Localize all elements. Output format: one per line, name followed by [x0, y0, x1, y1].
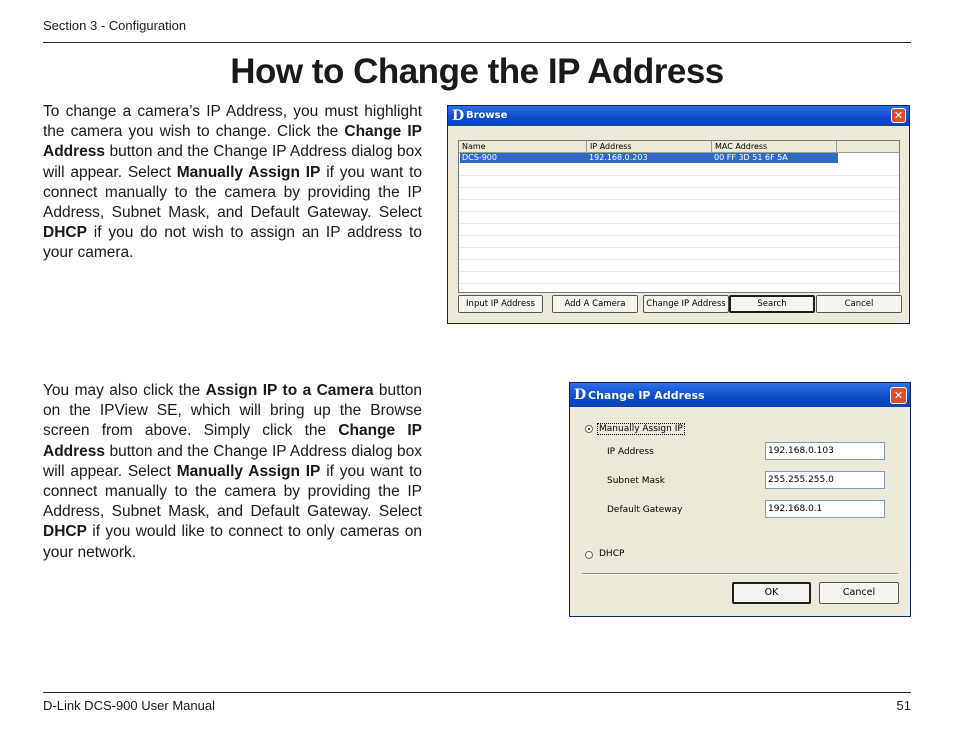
dlink-logo: D	[452, 108, 465, 124]
grid-line	[459, 259, 899, 260]
manual-label[interactable]: Manually Assign IP	[599, 424, 683, 434]
row-name: DCS-900	[462, 153, 497, 162]
separator	[582, 573, 898, 575]
dhcp-radio[interactable]	[585, 551, 593, 559]
grid-line	[459, 187, 899, 188]
gateway-input[interactable]: 192.168.0.1	[765, 500, 885, 518]
row-mac: 00 FF 3D 51 6F 5A	[714, 153, 788, 162]
browse-titlebar	[448, 106, 909, 126]
search-button[interactable]: Search	[729, 295, 815, 313]
browse-dialog	[447, 105, 910, 324]
column-ip[interactable]: IP Address	[587, 141, 712, 152]
change-ip-titlebar	[570, 383, 910, 407]
grid-line	[459, 223, 899, 224]
subnet-label: Subnet Mask	[607, 476, 665, 486]
ip-address-input[interactable]: 192.168.0.103	[765, 442, 885, 460]
column-name[interactable]: Name	[459, 141, 587, 152]
footer-rule	[43, 692, 911, 693]
grid-line	[459, 211, 899, 212]
cancel-button[interactable]: Cancel	[819, 582, 899, 604]
browse-title: Browse	[466, 110, 508, 121]
column-mac[interactable]: MAC Address	[712, 141, 837, 152]
dhcp-label[interactable]: DHCP	[599, 549, 625, 559]
subnet-mask-input[interactable]: 255.255.255.0	[765, 471, 885, 489]
section-header: Section 3 - Configuration	[43, 18, 187, 33]
ip-label: IP Address	[607, 447, 654, 457]
gateway-label: Default Gateway	[607, 505, 683, 515]
grid-line	[459, 283, 899, 284]
second-paragraph: You may also click the Assign IP to a Camera button on the IPView SE, which will bring up the Browse screen from above. Simply click the Change IP Address button and the Change IP Address dialog box will appear. Select Manually Assign IP if you want to connect manually to the camera by providing the IP Address, Subnet Mask, and Default Gateway. Select DHCP if you would like to connect to only cameras on your network.	[43, 382, 423, 561]
change-ip-dialog	[569, 382, 911, 617]
footer-manual: D-Link DCS-900 User Manual	[43, 698, 215, 713]
close-icon[interactable]: ✕	[891, 108, 906, 123]
page-number: 51	[896, 698, 911, 713]
grid-line	[459, 235, 899, 236]
header-rule	[43, 42, 911, 43]
add-camera-button[interactable]: Add A Camera	[552, 295, 638, 313]
camera-list[interactable]	[458, 140, 900, 293]
grid-line	[459, 199, 899, 200]
grid-line	[459, 271, 899, 272]
list-row-selected[interactable]	[460, 153, 838, 163]
grid-line	[459, 247, 899, 248]
intro-paragraph: To change a camera’s IP Address, you must highlight the camera you wish to change. Click the Change IP Address button and the Change IP Address dialog box will appear. Select Manually Assign IP if you want to connect manually to the camera by providing the IP Address, Subnet Mask, and Default Gateway. Select DHCP if you do not wish to assign an IP address to your camera.	[43, 103, 422, 262]
close-icon[interactable]: ✕	[890, 387, 907, 404]
change-ip-title: Change IP Address	[588, 389, 705, 402]
input-ip-button[interactable]: Input IP Address	[458, 295, 543, 313]
manual-radio[interactable]	[585, 425, 593, 433]
dlink-logo: D	[574, 387, 587, 403]
row-ip: 192.168.0.203	[589, 153, 648, 162]
change-ip-button[interactable]: Change IP Address	[643, 295, 729, 313]
cancel-button[interactable]: Cancel	[816, 295, 902, 313]
page-title: How to Change the IP Address	[230, 52, 724, 91]
ok-button[interactable]: OK	[732, 582, 811, 604]
grid-line	[459, 175, 899, 176]
list-header	[459, 141, 899, 153]
